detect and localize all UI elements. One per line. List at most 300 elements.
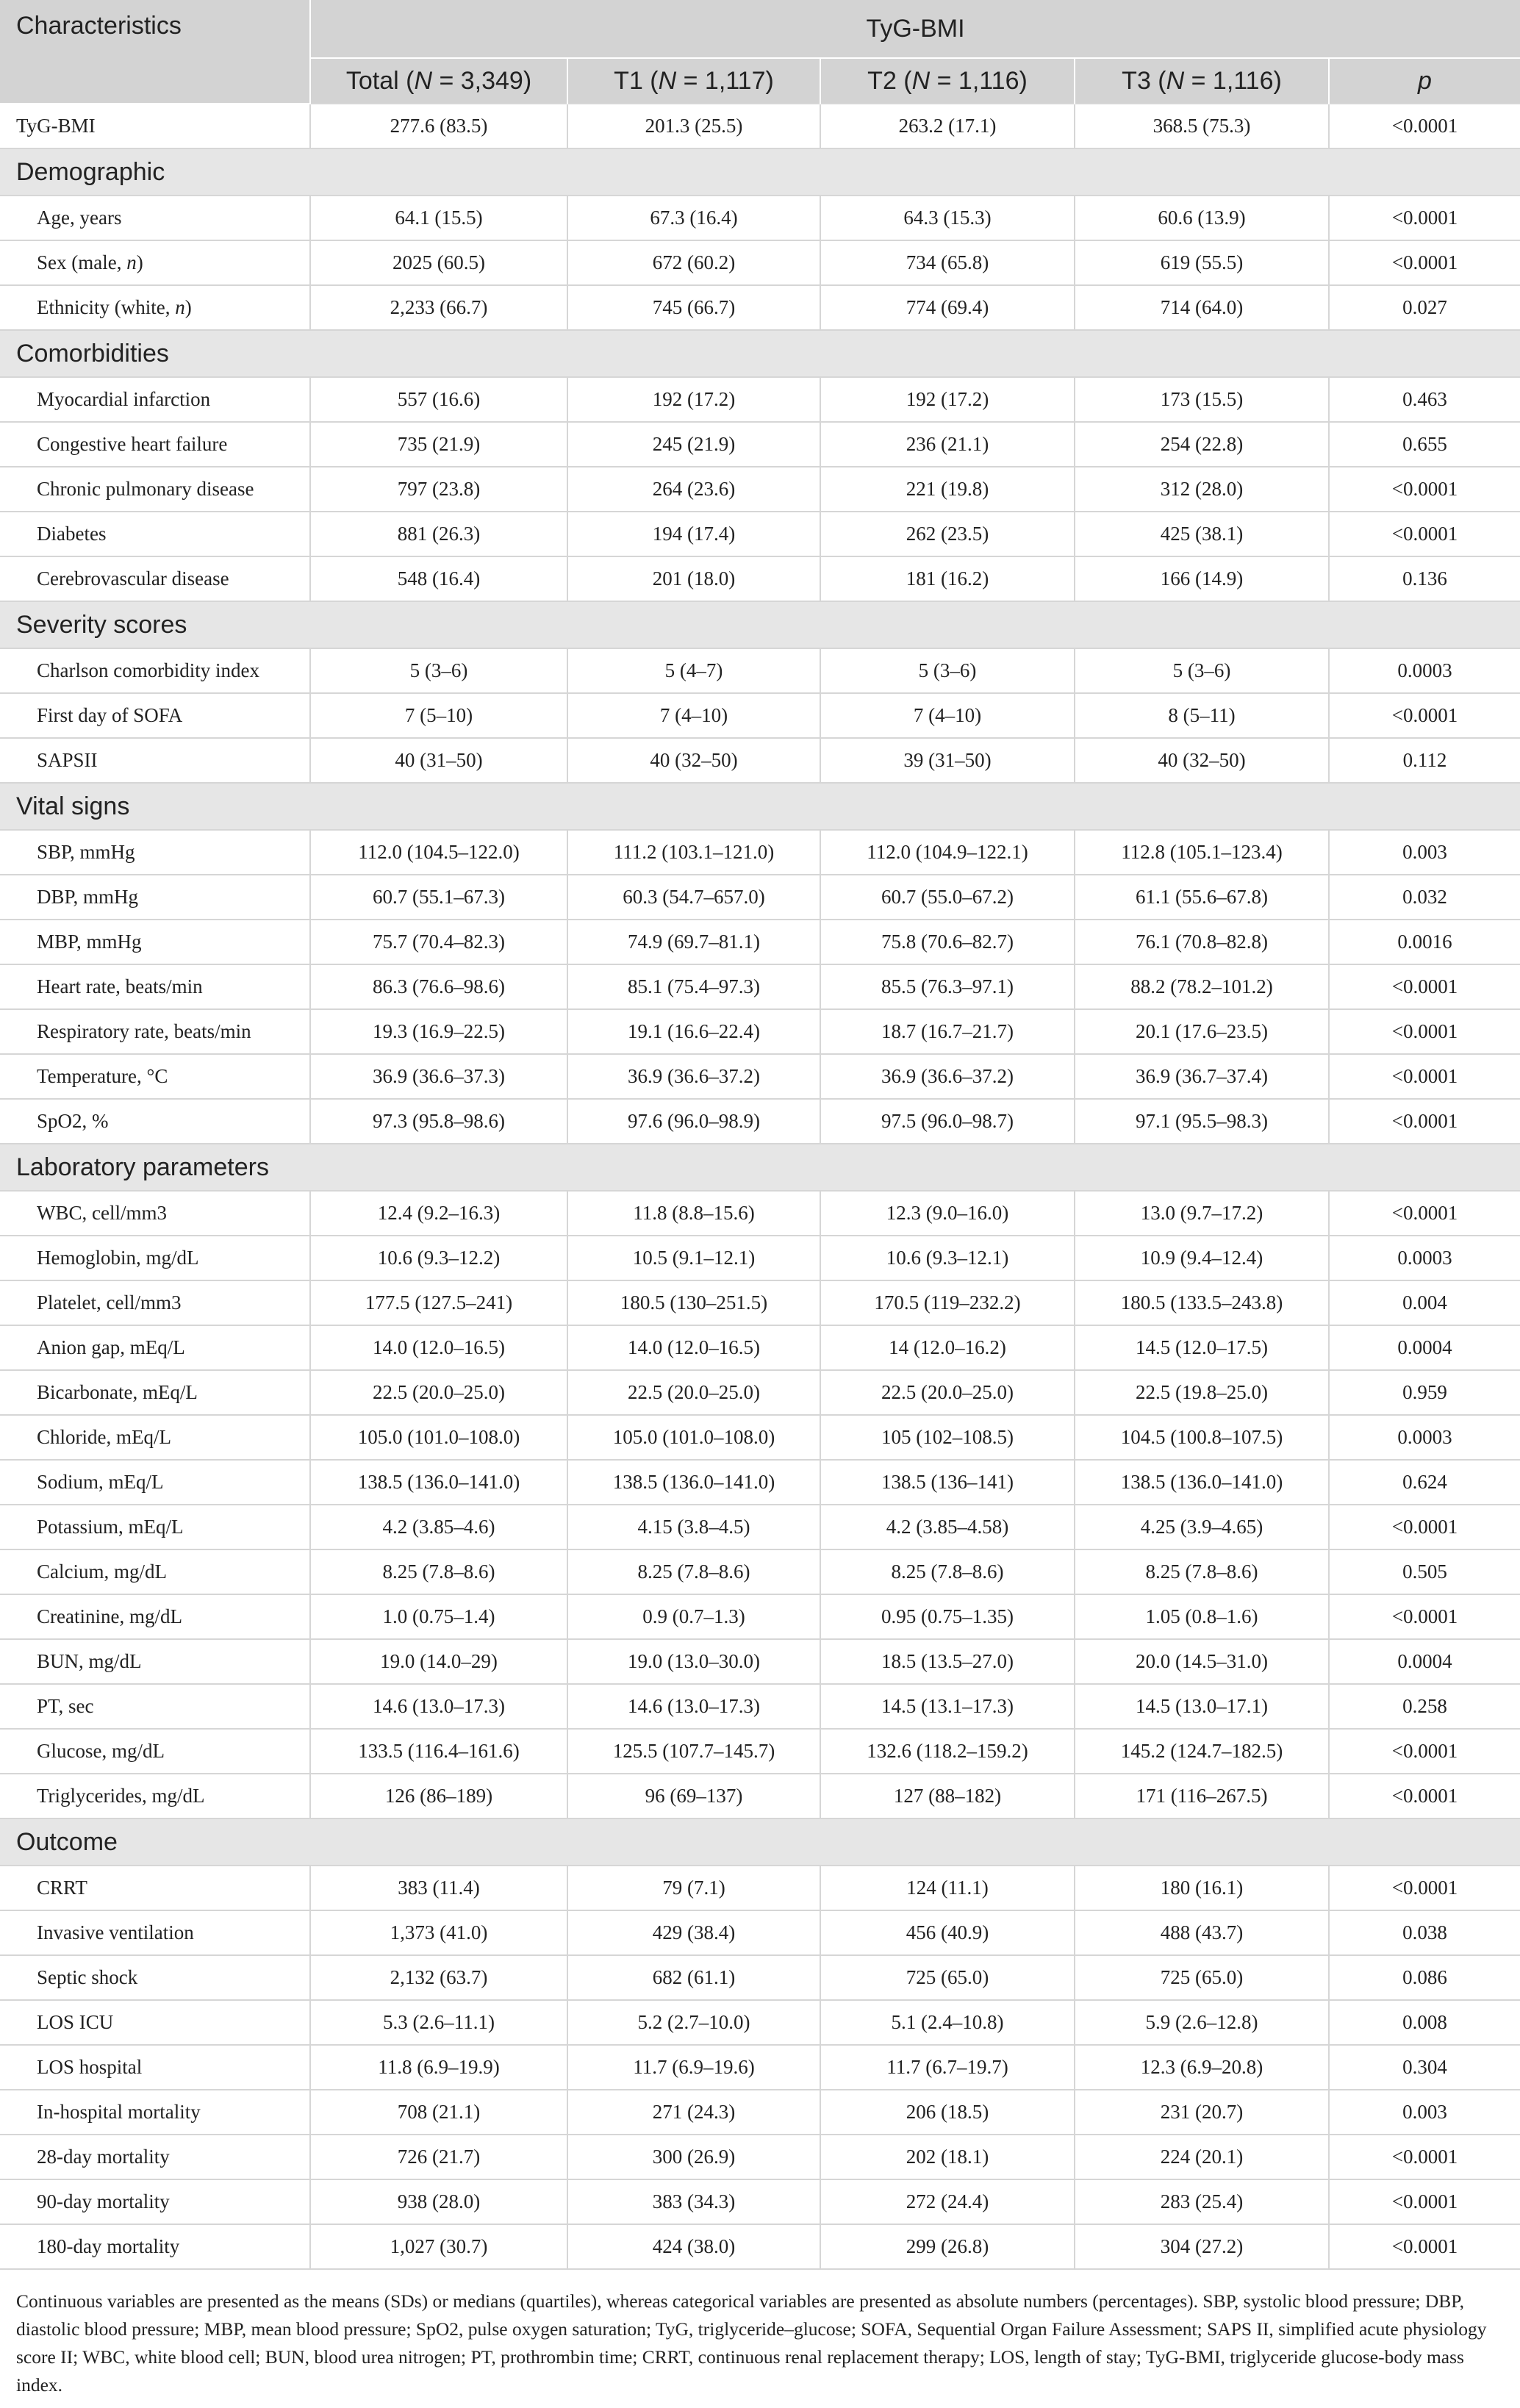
table-row — [0, 512, 1520, 556]
cell-t2: 774 (69.4) — [820, 285, 1075, 330]
cell-p-value: <0.0001 — [1329, 1774, 1520, 1818]
cell-t2: 202 (18.1) — [820, 2135, 1075, 2179]
cell-t1: 40 (32–50) — [567, 738, 820, 783]
cell-t2: 127 (88–182) — [820, 1774, 1075, 1818]
cell-t2: 5.1 (2.4–10.8) — [820, 2000, 1075, 2045]
cell-p-value: <0.0001 — [1329, 1054, 1520, 1099]
cell-total: 2,233 (66.7) — [310, 285, 567, 330]
cell-p-value: 0.959 — [1329, 1370, 1520, 1415]
row-label: Respiratory rate, beats/min — [0, 1009, 310, 1054]
cell-t1: 111.2 (103.1–121.0) — [567, 830, 820, 875]
table-row — [0, 1236, 1520, 1280]
table-row — [0, 875, 1520, 920]
cell-total: 797 (23.8) — [310, 467, 567, 512]
cell-t2: 272 (24.4) — [820, 2179, 1075, 2224]
cell-total: 1,373 (41.0) — [310, 1910, 567, 1955]
cell-t3: 171 (116–267.5) — [1075, 1774, 1329, 1818]
cell-t3: 231 (20.7) — [1075, 2090, 1329, 2135]
section-title: Severity scores — [0, 601, 1520, 648]
cell-total: 557 (16.6) — [310, 377, 567, 422]
cell-t1: 0.9 (0.7–1.3) — [567, 1594, 820, 1639]
cell-t3: 368.5 (75.3) — [1075, 104, 1329, 148]
row-label: DBP, mmHg — [0, 875, 310, 920]
row-label: WBC, cell/mm3 — [0, 1191, 310, 1236]
cell-t1: 96 (69–137) — [567, 1774, 820, 1818]
cell-p-value: <0.0001 — [1329, 1866, 1520, 1910]
table-row — [0, 285, 1520, 330]
cell-t3: 14.5 (12.0–17.5) — [1075, 1325, 1329, 1370]
row-label: Ethnicity (white, n) — [0, 285, 310, 330]
cell-t1: 7 (4–10) — [567, 693, 820, 738]
cell-t3: 180.5 (133.5–243.8) — [1075, 1280, 1329, 1325]
cell-t1: 19.0 (13.0–30.0) — [567, 1639, 820, 1684]
cell-t3: 5.9 (2.6–12.8) — [1075, 2000, 1329, 2045]
cell-total: 938 (28.0) — [310, 2179, 567, 2224]
table-row — [0, 1866, 1520, 1910]
cell-total: 112.0 (104.5–122.0) — [310, 830, 567, 875]
characteristics-header: Characteristics — [0, 0, 310, 104]
cell-t1: 180.5 (130–251.5) — [567, 1280, 820, 1325]
table-row — [0, 1505, 1520, 1549]
cell-t3: 22.5 (19.8–25.0) — [1075, 1370, 1329, 1415]
table-row — [0, 1639, 1520, 1684]
cell-total: 277.6 (83.5) — [310, 104, 567, 148]
section-title: Demographic — [0, 148, 1520, 196]
cell-p-value: <0.0001 — [1329, 1729, 1520, 1774]
cell-t3: 60.6 (13.9) — [1075, 196, 1329, 240]
section-header-row — [0, 1144, 1520, 1191]
cell-t3: 12.3 (6.9–20.8) — [1075, 2045, 1329, 2090]
row-label: Septic shock — [0, 1955, 310, 2000]
cell-t3: 88.2 (78.2–101.2) — [1075, 964, 1329, 1009]
cell-t1: 245 (21.9) — [567, 422, 820, 467]
row-label: MBP, mmHg — [0, 920, 310, 964]
row-label: Invasive ventilation — [0, 1910, 310, 1955]
cell-p-value: 0.0016 — [1329, 920, 1520, 964]
cell-p-value: <0.0001 — [1329, 1009, 1520, 1054]
cell-p-value: 0.304 — [1329, 2045, 1520, 2090]
cell-p-value: 0.032 — [1329, 875, 1520, 920]
cell-t3: 145.2 (124.7–182.5) — [1075, 1729, 1329, 1774]
group-header: TyG-BMI — [310, 0, 1520, 58]
cell-total: 708 (21.1) — [310, 2090, 567, 2135]
cell-t1: 383 (34.3) — [567, 2179, 820, 2224]
cell-t2: 262 (23.5) — [820, 512, 1075, 556]
cell-t1: 8.25 (7.8–8.6) — [567, 1549, 820, 1594]
cell-t1: 11.7 (6.9–19.6) — [567, 2045, 820, 2090]
section-title: Outcome — [0, 1818, 1520, 1866]
table-row — [0, 240, 1520, 285]
cell-t3: 8 (5–11) — [1075, 693, 1329, 738]
cell-t1: 4.15 (3.8–4.5) — [567, 1505, 820, 1549]
cell-t2: 14 (12.0–16.2) — [820, 1325, 1075, 1370]
cell-p-value: <0.0001 — [1329, 964, 1520, 1009]
cell-t2: 124 (11.1) — [820, 1866, 1075, 1910]
cell-total: 86.3 (76.6–98.6) — [310, 964, 567, 1009]
cell-t3: 14.5 (13.0–17.1) — [1075, 1684, 1329, 1729]
row-label: PT, sec — [0, 1684, 310, 1729]
table-row — [0, 1549, 1520, 1594]
cell-t3: 8.25 (7.8–8.6) — [1075, 1549, 1329, 1594]
cell-t2: 10.6 (9.3–12.1) — [820, 1236, 1075, 1280]
row-label: In-hospital mortality — [0, 2090, 310, 2135]
cell-t1: 429 (38.4) — [567, 1910, 820, 1955]
cell-p-value: 0.008 — [1329, 2000, 1520, 2045]
row-label: Calcium, mg/dL — [0, 1549, 310, 1594]
table-row — [0, 1099, 1520, 1144]
cell-p-value: <0.0001 — [1329, 1594, 1520, 1639]
table-row — [0, 377, 1520, 422]
cell-total: 105.0 (101.0–108.0) — [310, 1415, 567, 1460]
cell-t2: 221 (19.8) — [820, 467, 1075, 512]
table-row — [0, 1370, 1520, 1415]
section-header-row — [0, 148, 1520, 196]
cell-t2: 7 (4–10) — [820, 693, 1075, 738]
cell-t1: 672 (60.2) — [567, 240, 820, 285]
cell-p-value: 0.0004 — [1329, 1639, 1520, 1684]
row-label: SAPSII — [0, 738, 310, 783]
cell-p-value: 0.655 — [1329, 422, 1520, 467]
section-title: Vital signs — [0, 783, 1520, 830]
cell-total: 138.5 (136.0–141.0) — [310, 1460, 567, 1505]
cell-p-value: 0.463 — [1329, 377, 1520, 422]
cell-total: 2,132 (63.7) — [310, 1955, 567, 2000]
cell-t2: 132.6 (118.2–159.2) — [820, 1729, 1075, 1774]
cell-t1: 194 (17.4) — [567, 512, 820, 556]
table-row — [0, 104, 1520, 148]
cell-p-value: 0.003 — [1329, 2090, 1520, 2135]
table-body — [0, 104, 1520, 2269]
table-row — [0, 1325, 1520, 1370]
cell-total: 75.7 (70.4–82.3) — [310, 920, 567, 964]
cell-t1: 5 (4–7) — [567, 648, 820, 693]
table-row — [0, 1955, 1520, 2000]
row-label: LOS hospital — [0, 2045, 310, 2090]
table-row — [0, 1415, 1520, 1460]
cell-p-value: 0.624 — [1329, 1460, 1520, 1505]
cell-t1: 271 (24.3) — [567, 2090, 820, 2135]
cell-total: 22.5 (20.0–25.0) — [310, 1370, 567, 1415]
cell-total: 64.1 (15.5) — [310, 196, 567, 240]
cell-p-value: <0.0001 — [1329, 693, 1520, 738]
cell-p-value: <0.0001 — [1329, 240, 1520, 285]
table-row — [0, 2135, 1520, 2179]
table-row — [0, 556, 1520, 601]
cell-t2: 263.2 (17.1) — [820, 104, 1075, 148]
cell-total: 126 (86–189) — [310, 1774, 567, 1818]
cell-t1: 19.1 (16.6–22.4) — [567, 1009, 820, 1054]
row-label: Age, years — [0, 196, 310, 240]
cell-p-value: 0.0003 — [1329, 1236, 1520, 1280]
row-label: BUN, mg/dL — [0, 1639, 310, 1684]
table-row — [0, 422, 1520, 467]
cell-t2: 236 (21.1) — [820, 422, 1075, 467]
table-row — [0, 2090, 1520, 2135]
table-row — [0, 2000, 1520, 2045]
cell-t2: 12.3 (9.0–16.0) — [820, 1191, 1075, 1236]
row-label: Hemoglobin, mg/dL — [0, 1236, 310, 1280]
table-row — [0, 1191, 1520, 1236]
cell-t2: 8.25 (7.8–8.6) — [820, 1549, 1075, 1594]
cell-t1: 5.2 (2.7–10.0) — [567, 2000, 820, 2045]
cell-p-value: <0.0001 — [1329, 196, 1520, 240]
cell-p-value: 0.505 — [1329, 1549, 1520, 1594]
table-row — [0, 1684, 1520, 1729]
table-row — [0, 964, 1520, 1009]
table-row — [0, 1729, 1520, 1774]
row-label: Diabetes — [0, 512, 310, 556]
cell-t1: 79 (7.1) — [567, 1866, 820, 1910]
cell-t3: 488 (43.7) — [1075, 1910, 1329, 1955]
cell-t1: 125.5 (107.7–145.7) — [567, 1729, 820, 1774]
cell-t2: 181 (16.2) — [820, 556, 1075, 601]
cell-t2: 725 (65.0) — [820, 1955, 1075, 2000]
cell-p-value: 0.038 — [1329, 1910, 1520, 1955]
row-label: Temperature, °C — [0, 1054, 310, 1099]
cell-t2: 105 (102–108.5) — [820, 1415, 1075, 1460]
cell-p-value: 0.086 — [1329, 1955, 1520, 2000]
row-label: SBP, mmHg — [0, 830, 310, 875]
cell-t1: 264 (23.6) — [567, 467, 820, 512]
cell-t2: 138.5 (136–141) — [820, 1460, 1075, 1505]
cell-t3: 254 (22.8) — [1075, 422, 1329, 467]
row-label: Charlson comorbidity index — [0, 648, 310, 693]
cell-t2: 60.7 (55.0–67.2) — [820, 875, 1075, 920]
cell-p-value: <0.0001 — [1329, 2224, 1520, 2269]
cell-t1: 67.3 (16.4) — [567, 196, 820, 240]
row-label: Triglycerides, mg/dL — [0, 1774, 310, 1818]
cell-t1: 201.3 (25.5) — [567, 104, 820, 148]
cell-t2: 18.5 (13.5–27.0) — [820, 1639, 1075, 1684]
cell-t1: 424 (38.0) — [567, 2224, 820, 2269]
row-label: Bicarbonate, mEq/L — [0, 1370, 310, 1415]
cell-total: 5.3 (2.6–11.1) — [310, 2000, 567, 2045]
cell-total: 97.3 (95.8–98.6) — [310, 1099, 567, 1144]
cell-t1: 14.0 (12.0–16.5) — [567, 1325, 820, 1370]
table-footnote: Continuous variables are presented as the means (SDs) or medians (quartiles), whereas categorical variables are presented as absolute numbers (percentages). SBP, systolic blood pressure; DBP, diastolic blood pressure; MBP, mean blood pressure; SpO2, pulse oxygen saturation; TyG, triglyceride–glucose; SOFA, Sequential Organ Failure Assessment; SAPS II, simplified acute physiology score II; WBC, white blood cell; BUN, blood urea nitrogen; PT, prothrombin time; CRRT, continuous renal replacement therapy; LOS, length of stay; TyG-BMI, triglyceride glucose-body mass index. — [16, 2290, 1487, 2396]
cell-t2: 22.5 (20.0–25.0) — [820, 1370, 1075, 1415]
cell-t2: 97.5 (96.0–98.7) — [820, 1099, 1075, 1144]
cell-t3: 97.1 (95.5–98.3) — [1075, 1099, 1329, 1144]
cell-t2: 5 (3–6) — [820, 648, 1075, 693]
cell-p-value: <0.0001 — [1329, 512, 1520, 556]
cell-total: 2025 (60.5) — [310, 240, 567, 285]
cell-total: 4.2 (3.85–4.6) — [310, 1505, 567, 1549]
cell-t3: 5 (3–6) — [1075, 648, 1329, 693]
table-row — [0, 830, 1520, 875]
column-header-t3: T3 (N = 1,116) — [1075, 58, 1329, 104]
row-label: Myocardial infarction — [0, 377, 310, 422]
cell-t3: 312 (28.0) — [1075, 467, 1329, 512]
cell-t3: 20.1 (17.6–23.5) — [1075, 1009, 1329, 1054]
cell-total: 8.25 (7.8–8.6) — [310, 1549, 567, 1594]
row-label: Sex (male, n) — [0, 240, 310, 285]
row-label: Chronic pulmonary disease — [0, 467, 310, 512]
cell-t1: 10.5 (9.1–12.1) — [567, 1236, 820, 1280]
cell-t3: 425 (38.1) — [1075, 512, 1329, 556]
cell-p-value: 0.136 — [1329, 556, 1520, 601]
cell-t2: 299 (26.8) — [820, 2224, 1075, 2269]
cell-total: 14.0 (12.0–16.5) — [310, 1325, 567, 1370]
cell-total: 10.6 (9.3–12.2) — [310, 1236, 567, 1280]
row-label: CRRT — [0, 1866, 310, 1910]
cell-t2: 4.2 (3.85–4.58) — [820, 1505, 1075, 1549]
cell-total: 1.0 (0.75–1.4) — [310, 1594, 567, 1639]
row-label: TyG-BMI — [0, 104, 310, 148]
table-row — [0, 1054, 1520, 1099]
cell-t3: 40 (32–50) — [1075, 738, 1329, 783]
cell-t2: 112.0 (104.9–122.1) — [820, 830, 1075, 875]
cell-p-value: <0.0001 — [1329, 104, 1520, 148]
cell-total: 548 (16.4) — [310, 556, 567, 601]
cell-t2: 14.5 (13.1–17.3) — [820, 1684, 1075, 1729]
cell-t3: 1.05 (0.8–1.6) — [1075, 1594, 1329, 1639]
cell-p-value: 0.112 — [1329, 738, 1520, 783]
row-label: Sodium, mEq/L — [0, 1460, 310, 1505]
table-row — [0, 1910, 1520, 1955]
cell-t2: 85.5 (76.3–97.1) — [820, 964, 1075, 1009]
cell-t1: 22.5 (20.0–25.0) — [567, 1370, 820, 1415]
cell-t3: 4.25 (3.9–4.65) — [1075, 1505, 1329, 1549]
cell-t1: 138.5 (136.0–141.0) — [567, 1460, 820, 1505]
row-label: Congestive heart failure — [0, 422, 310, 467]
cell-t3: 180 (16.1) — [1075, 1866, 1329, 1910]
cell-total: 14.6 (13.0–17.3) — [310, 1684, 567, 1729]
cell-t3: 20.0 (14.5–31.0) — [1075, 1639, 1329, 1684]
section-header-row — [0, 783, 1520, 830]
cell-t1: 97.6 (96.0–98.9) — [567, 1099, 820, 1144]
cell-t3: 104.5 (100.8–107.5) — [1075, 1415, 1329, 1460]
cell-t3: 283 (25.4) — [1075, 2179, 1329, 2224]
cell-p-value: <0.0001 — [1329, 1099, 1520, 1144]
cell-t3: 138.5 (136.0–141.0) — [1075, 1460, 1329, 1505]
cell-t2: 11.7 (6.7–19.7) — [820, 2045, 1075, 2090]
cell-t2: 18.7 (16.7–21.7) — [820, 1009, 1075, 1054]
cell-total: 60.7 (55.1–67.3) — [310, 875, 567, 920]
cell-p-value: <0.0001 — [1329, 467, 1520, 512]
cell-t1: 745 (66.7) — [567, 285, 820, 330]
cell-t3: 13.0 (9.7–17.2) — [1075, 1191, 1329, 1236]
row-label: 180-day mortality — [0, 2224, 310, 2269]
cell-total: 383 (11.4) — [310, 1866, 567, 1910]
cell-total: 735 (21.9) — [310, 422, 567, 467]
cell-t2: 75.8 (70.6–82.7) — [820, 920, 1075, 964]
cell-t2: 734 (65.8) — [820, 240, 1075, 285]
row-label: Creatinine, mg/dL — [0, 1594, 310, 1639]
row-label: 90-day mortality — [0, 2179, 310, 2224]
cell-total: 11.8 (6.9–19.9) — [310, 2045, 567, 2090]
cell-p-value: 0.003 — [1329, 830, 1520, 875]
row-label: First day of SOFA — [0, 693, 310, 738]
cell-total: 12.4 (9.2–16.3) — [310, 1191, 567, 1236]
section-title: Comorbidities — [0, 330, 1520, 377]
cell-p-value: 0.0004 — [1329, 1325, 1520, 1370]
cell-t2: 456 (40.9) — [820, 1910, 1075, 1955]
cell-t1: 74.9 (69.7–81.1) — [567, 920, 820, 964]
cell-total: 5 (3–6) — [310, 648, 567, 693]
cell-p-value: 0.0003 — [1329, 1415, 1520, 1460]
cell-t2: 36.9 (36.6–37.2) — [820, 1054, 1075, 1099]
table-row — [0, 1774, 1520, 1818]
table-row — [0, 1009, 1520, 1054]
cell-t3: 36.9 (36.7–37.4) — [1075, 1054, 1329, 1099]
row-label: Potassium, mEq/L — [0, 1505, 310, 1549]
cell-t3: 304 (27.2) — [1075, 2224, 1329, 2269]
cell-total: 133.5 (116.4–161.6) — [310, 1729, 567, 1774]
cell-total: 36.9 (36.6–37.3) — [310, 1054, 567, 1099]
cell-t3: 61.1 (55.6–67.8) — [1075, 875, 1329, 920]
row-label: 28-day mortality — [0, 2135, 310, 2179]
table-row — [0, 1280, 1520, 1325]
table-row — [0, 920, 1520, 964]
cell-t2: 170.5 (119–232.2) — [820, 1280, 1075, 1325]
column-header-t2: T2 (N = 1,116) — [820, 58, 1075, 104]
cell-t1: 36.9 (36.6–37.2) — [567, 1054, 820, 1099]
column-header-total: Total (N = 3,349) — [310, 58, 567, 104]
cell-total: 19.3 (16.9–22.5) — [310, 1009, 567, 1054]
table-row — [0, 2045, 1520, 2090]
cell-t1: 60.3 (54.7–657.0) — [567, 875, 820, 920]
row-label: Heart rate, beats/min — [0, 964, 310, 1009]
column-header-t1: T1 (N = 1,117) — [567, 58, 820, 104]
table-row — [0, 1594, 1520, 1639]
cell-t3: 714 (64.0) — [1075, 285, 1329, 330]
cell-t3: 166 (14.9) — [1075, 556, 1329, 601]
row-label: Platelet, cell/mm3 — [0, 1280, 310, 1325]
table-row — [0, 738, 1520, 783]
cell-t3: 173 (15.5) — [1075, 377, 1329, 422]
row-label: Anion gap, mEq/L — [0, 1325, 310, 1370]
cell-t2: 39 (31–50) — [820, 738, 1075, 783]
cell-total: 40 (31–50) — [310, 738, 567, 783]
row-label: SpO2, % — [0, 1099, 310, 1144]
cell-total: 881 (26.3) — [310, 512, 567, 556]
cell-p-value: <0.0001 — [1329, 1191, 1520, 1236]
cell-t3: 224 (20.1) — [1075, 2135, 1329, 2179]
cell-t2: 192 (17.2) — [820, 377, 1075, 422]
cell-p-value: <0.0001 — [1329, 1505, 1520, 1549]
row-label: Chloride, mEq/L — [0, 1415, 310, 1460]
row-label: Cerebrovascular disease — [0, 556, 310, 601]
section-title: Laboratory parameters — [0, 1144, 1520, 1191]
table-row — [0, 693, 1520, 738]
cell-total: 726 (21.7) — [310, 2135, 567, 2179]
cell-t1: 682 (61.1) — [567, 1955, 820, 2000]
cell-t3: 76.1 (70.8–82.8) — [1075, 920, 1329, 964]
cell-t2: 206 (18.5) — [820, 2090, 1075, 2135]
section-header-row — [0, 330, 1520, 377]
cell-p-value: 0.027 — [1329, 285, 1520, 330]
cell-t1: 11.8 (8.8–15.6) — [567, 1191, 820, 1236]
row-label: LOS ICU — [0, 2000, 310, 2045]
cell-p-value: 0.004 — [1329, 1280, 1520, 1325]
cell-total: 19.0 (14.0–29) — [310, 1639, 567, 1684]
cell-t1: 85.1 (75.4–97.3) — [567, 964, 820, 1009]
cell-p-value: 0.0003 — [1329, 648, 1520, 693]
table-row — [0, 467, 1520, 512]
cell-t1: 105.0 (101.0–108.0) — [567, 1415, 820, 1460]
cell-t2: 64.3 (15.3) — [820, 196, 1075, 240]
table-row — [0, 2224, 1520, 2269]
cell-t1: 14.6 (13.0–17.3) — [567, 1684, 820, 1729]
section-header-row — [0, 601, 1520, 648]
cell-t3: 10.9 (9.4–12.4) — [1075, 1236, 1329, 1280]
cell-t1: 201 (18.0) — [567, 556, 820, 601]
cell-t2: 0.95 (0.75–1.35) — [820, 1594, 1075, 1639]
table-row — [0, 2179, 1520, 2224]
section-header-row — [0, 1818, 1520, 1866]
column-header-p: p — [1329, 58, 1520, 104]
